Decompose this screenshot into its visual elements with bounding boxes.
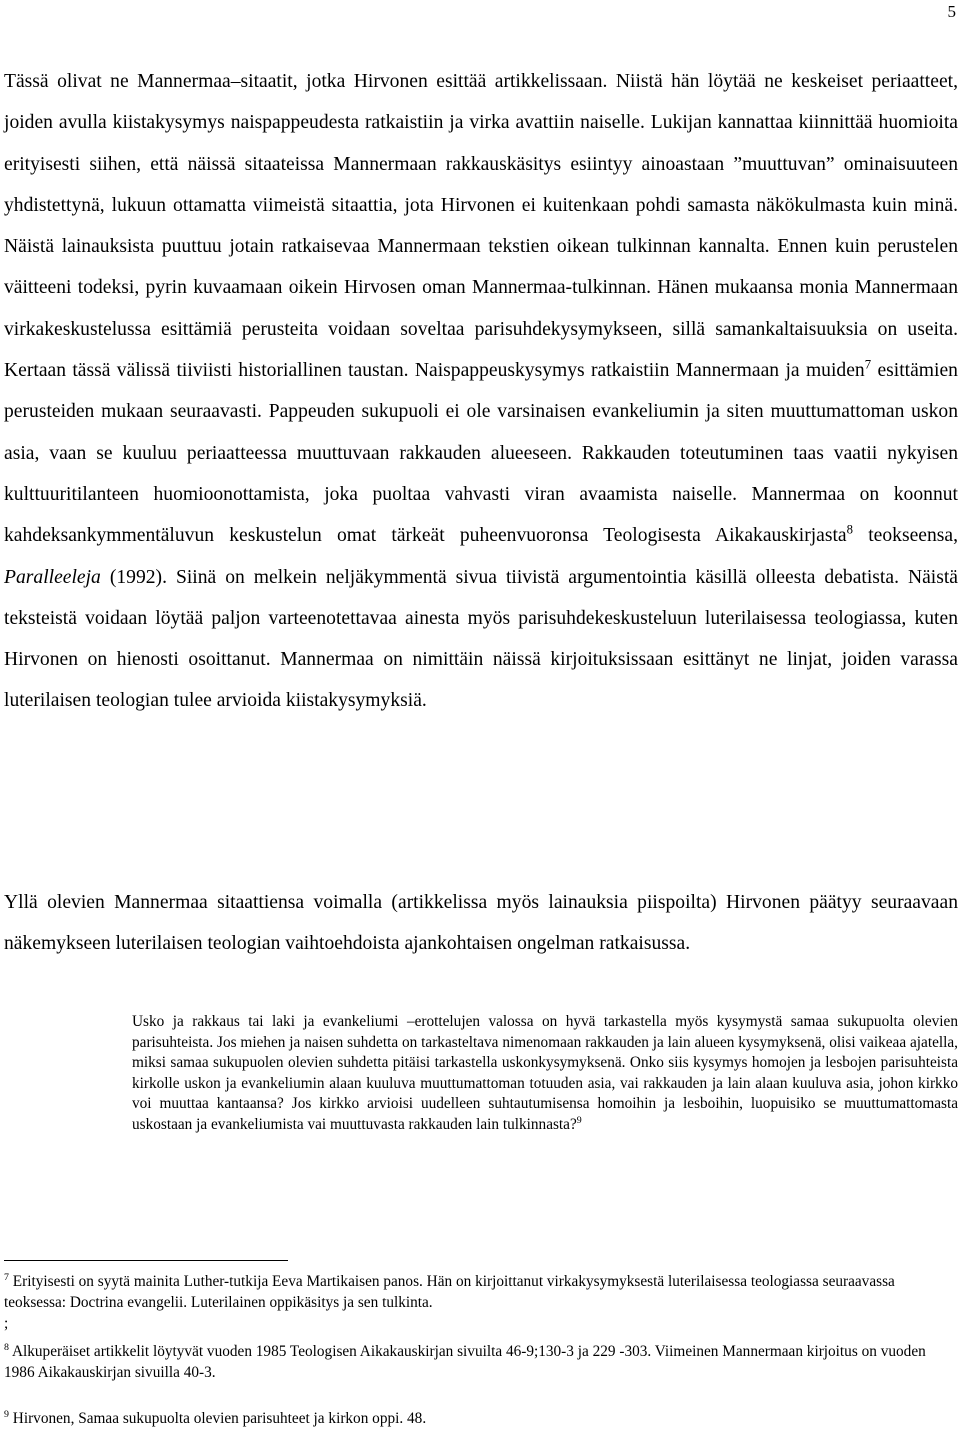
paragraph-text: Lukijan kannattaa kiinnittää huomioita erityisesti siihen, että näissä sitaateissa Mannermaan rakkauskäsitys esiintyy ainoastaan ”muuttuvan” ominaisuuteen yhdistettynä, lukuun ottamatta viimeistä sitaattia, jota Hirvonen ei kuitenkaan pohdi samasta näkökulmasta kuin minä. — [4, 112, 958, 216]
footnote-9 — [4, 1409, 958, 1430]
body-paragraph-2: Yllä olevien Mannermaa sitaattiensa voimalla (artikkelissa myös lainauksia piispoilta) Hirvonen päätyy seuraavaan näkemykseen luterilaisen teologian vaihtoehdoista ajankohtaisen ongelman ratkaisussa. — [4, 892, 958, 955]
footnote-7-continuation: ; — [4, 1315, 9, 1332]
paragraph-text: esittämien perusteiden mukaan seuraavasti. Pappeuden sukupuoli ei ole varsinaisen evankeliumin ja siten muuttumattoman uskon asia, vaan se kuuluu periaatteessa muuttuvaan rakkauden alueeseen. Rakkauden toteutuminen taas vaatii nykyisen kulttuuritilanteen huomioonottamista, joka puoltaa vahvasti viran avaamista naiselle. Mannermaa on koonnut kahdeksankymmentäluvun keskustelun omat tärkeät puheenvuoronsa Teologisesta Aikakauskirjasta — [4, 360, 958, 547]
paragraph-text: (1992). Siinä on melkein neljäkymmentä sivua tiivistä argumentointia käsillä olleesta debatista. Näistä teksteistä voidaan löytää paljon varteenotettavaa ainesta myös parisuhdekeskusteluun luterilaisessa teologiassa, kuten Hirvonen on hienosti osoittanut. Mannermaa on nimittäin näissä kirjoituksissaan esittänyt ne linjat, joiden varassa luterilaisen teologian tulee arvioida kiistakysymyksiä. — [4, 566, 958, 712]
paragraph-text: Tässä olivat ne Mannermaa–sitaatit, jotka Hirvonen esittää artikkelissaan. Niistä hän löytää ne keskeiset periaatteet, joiden avulla kiistakysymys naispappeudesta ratkaistiin ja virka avattiin naiselle. — [4, 71, 958, 134]
footnote-number: 8 — [4, 1341, 9, 1353]
footnote-text: Alkuperäiset artikkelit löytyvät vuoden 1985 Teologisen Aikakauskirjan sivuilta 46-9;130-3 ja 229 -303. Viimeinen Mannermaan kirjoitus on vuoden 1986 Aikakauskirjan sivuilla 40-3. — [4, 1343, 926, 1381]
footnote-ref-8[interactable]: 8 — [846, 522, 853, 537]
paragraph-text: Näistä lainauksista puuttuu jotain ratkaisevaa Mannermaan tekstien oikean tulkinnan kannalta. Ennen kuin perustelen väitteeni todeksi, pyrin kuvaamaan oikein Hirvosen oman Mannermaa-tulkinnan. Hänen mukaansa monia Mannermaan virkakeskustelussa esittämiä perusteita voidaan soveltaa parisuhdekysymykseen, sillä samankaltaisuuksia on useita. Kertaan tässä välissä tiiviisti historiallinen taustan. Naispappeuskysymys ratkaistiin Mannermaan ja muiden — [4, 236, 958, 382]
page-number: 5 — [947, 2, 956, 21]
footnote-text: Erityisesti on syytä mainita Luther-tutkija Eeva Martikaisen panos. Hän on kirjoittanut virkakysymyksestä luterilaisessa teologiassa seuraavassa teoksessa: Doctrina evangelii. Luterilainen oppikäsitys ja sen tulkinta. — [4, 1273, 895, 1311]
block-quote-text: Usko ja rakkaus tai laki ja evankeliumi –erottelujen valossa on hyvä tarkastella myös kysymystä samaa sukupuolta olevien parisuhteista. Jos miehen ja naisen suhdetta on tarkasteltava nimenomaan rakkauden ja lain alueen kysymyksenä, olisi vaikeaa ajatella, miksi samaa sukupuolen olevien suhdetta pitäisi tarkastella uskonkysymyksenä. Onko siis kysymys homojen ja lesbojen parisuhteista kirkolle uskon ja evankeliumin alaan kuuluva muuttumattoman totuuden asia, vai rakkauden ja lain alaan kuuluva asia, johon kirkko voi muuttaa kantaansa? Jos kirkko arvioisi uudelleen suhtautumisensa homoihin ja lesboihin, luopuisiko se muuttumattomasta uskostaan ja evankeliumista vai muuttuvasta rakkauden lain tulkinnasta? — [132, 1013, 958, 1133]
footnote-8 — [4, 1342, 958, 1384]
footnote-number: 7 — [4, 1271, 9, 1283]
footnote-number: 9 — [4, 1408, 9, 1420]
footnote-7 — [4, 1272, 958, 1314]
footnote-text: Hirvonen, Samaa sukupuolta olevien parisuhteet ja kirkon oppi. 48. — [8, 1410, 427, 1427]
book-title: Paralleeleja — [4, 566, 101, 588]
block-quote — [132, 1012, 958, 1136]
body-paragraph-1 — [4, 61, 958, 722]
footnote-separator — [4, 1260, 288, 1261]
footnote-ref-9[interactable]: 9 — [576, 1114, 582, 1126]
paragraph-text: teokseensa, — [853, 525, 958, 547]
footnote-ref-7[interactable]: 7 — [864, 357, 872, 372]
